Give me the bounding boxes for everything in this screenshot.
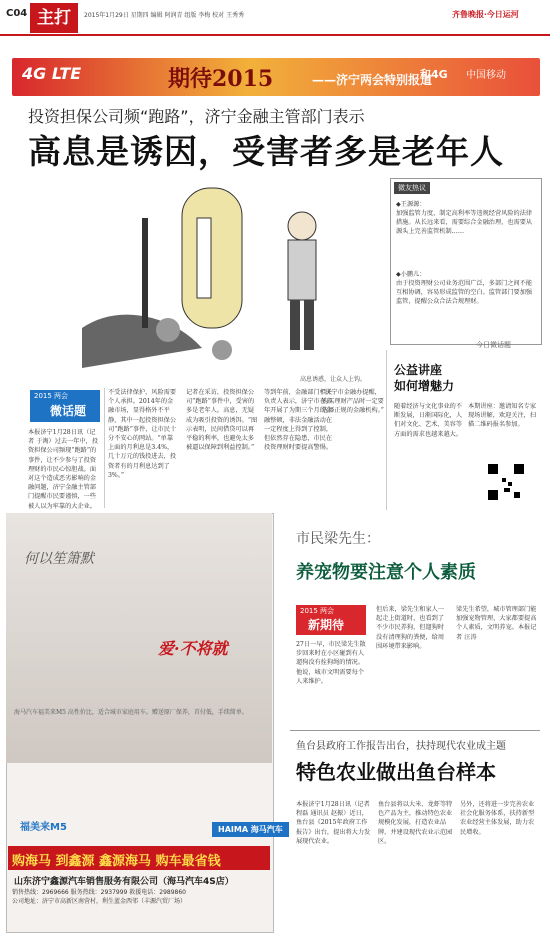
weibo-comment-1: ◆王源源： 加强监管力度，制定高利率等违规经营风险的法律措施。从长远来看，需要综合金融治理，也需要从源头上完善监管机制…… bbox=[396, 201, 533, 235]
cartoon-illustration bbox=[72, 178, 382, 370]
header-info: 2015年1月29日 星期四 编辑 阿润青 组版 李梅 校对 王秀秀 bbox=[84, 12, 245, 19]
micro-topic-title: 微话题 bbox=[50, 404, 87, 418]
weibo-label: 微友热议 bbox=[394, 182, 430, 194]
header-rule bbox=[0, 34, 550, 36]
story2-tag-top: 2015 两会 bbox=[300, 607, 335, 615]
lead-headline: 高息是诱因，受害者多是老年人 bbox=[28, 132, 504, 171]
story3-col2: 鱼台县将以大米、龙虾等特色产品为主，推动特色农业规模化发展，打造农业品牌，并建设现代农业示范园区。 bbox=[378, 801, 453, 845]
ad-haima-logo: HAIMA 海马汽车 bbox=[212, 822, 289, 837]
ad-movie-title: 何以笙箫默 bbox=[24, 551, 94, 567]
story3-col1: 本报济宁1月28日讯（记者 程磊 通讯员 赵振）近日，鱼台县《2015年政府工作报告》出台，提出将大力发展现代农业。 bbox=[296, 801, 371, 845]
banner-title: 期待2015 bbox=[168, 66, 274, 92]
page-number: C04 bbox=[6, 8, 28, 19]
banner-logo-he4g: 和4G bbox=[420, 68, 448, 81]
ad-model-name: 福美来M5 bbox=[20, 822, 67, 833]
section-divider bbox=[290, 730, 540, 731]
illustration-caption: 高息诱惑，让众人上钩。 bbox=[300, 376, 367, 383]
ad-red-slogan: 购海马 到鑫源 鑫源海马 购车最省钱 bbox=[12, 854, 221, 869]
story3-kicker: 鱼台县政府工作报告出台，扶持现代农业成主题 bbox=[296, 741, 506, 752]
story3-col3: 另外，还将进一步完善农业社会化服务体系，扶持新型农业经营主体发展，助力农民增收。 bbox=[460, 801, 535, 836]
lead-body-col3: 记者在采访，投资担保公司“跑路”事件中，受害的多是老年人。高息，无疑成为吸引投资的诱饵。“图示表明，民间借贷可以再平稳的利率，也避免太多被逼以保障到利益控制。” bbox=[186, 389, 258, 452]
sidebar-title: 公益讲座 如何增魅力 bbox=[394, 363, 455, 393]
story2-kicker: 市民梁先生： bbox=[296, 531, 380, 547]
sidebar-col1: 随着经济与文化事业的不断发展，日渐国际化，人们对文化、艺术、美容等方面的需求也越来越大。 bbox=[394, 403, 463, 438]
story2-col2: 但后来，梁先生和家人一起走上街道时，也看到了不少市民养狗，但遛狗时没有清理狗的粪便，给周围环境带来影响。 bbox=[376, 606, 445, 650]
story2-col1: 27日一早，市民梁先生散步回来时在小区碰到有人遛狗没有拴狗绳的情况。他说，城市文明需要每个人来维护。 bbox=[296, 641, 366, 685]
weibo-comment-2: ◆小鹏儿： 由于投资理财公司业务范围广泛，多部门之间不能互相协调，容易形成监管的空白。监管部门要加强监管，提醒公众合法合规理财。 bbox=[396, 271, 533, 305]
column-rule bbox=[104, 388, 105, 508]
lead-body-col5: “济宁市金融办提醒，购买理财产品时一定要选择正规的金融机构。” bbox=[322, 389, 384, 415]
ad-contact-info: 销售热线：2969666 服务热线：2937999 救援电话：2989860 公司地址：济宁市高新区南营村，利生蓝金西邻（丰源汽贸厂场） bbox=[12, 889, 187, 905]
micro-topic-top: 2015 两会 bbox=[34, 392, 69, 400]
sidebar-col2: 本期讲座：邀请知名专家现场讲解，欢迎关注，扫描二维码报名参加。 bbox=[468, 403, 537, 429]
masthead: 齐鲁晚报·今日运河 bbox=[452, 9, 519, 19]
banner-logo-cmcc: 中国移动 bbox=[466, 70, 506, 81]
lead-kicker: 投资担保公司频“跑路”，济宁金融主管部门表示 bbox=[28, 107, 365, 126]
ad-description: 海马汽车福美来M5 高性价比，适合城市家庭用车。赠送原厂保养，首付低，手续简单。 bbox=[14, 709, 248, 716]
banner-subtitle: ——济宁两会特别报道 bbox=[312, 73, 433, 87]
lead-body-col4: 等到年前，金融部门相关负责人表示，济宁市在去年开展了为期三个月的金融整顿，非法金融活动在一定程度上得到了控制，但依然存在隐患，市民在投资理财时要提高警惕。 bbox=[264, 389, 333, 452]
banner bbox=[12, 58, 540, 96]
story2-tag: 新期待 bbox=[308, 618, 345, 632]
story2-title: 养宠物要注意个人素质 bbox=[296, 562, 476, 583]
column-rule bbox=[386, 350, 387, 510]
ad-slogan: 爱·不将就 bbox=[158, 639, 228, 658]
section-label: 主打 bbox=[30, 3, 78, 33]
qr-code-icon bbox=[486, 462, 526, 502]
lead-body-col2: 不受法律保护，风险需要个人承担。2014年的金融市场，显得格外不平静，其中一起投资担保公司“跑路”事件，让市民十分不安心的网站。“单靠上面的月利息是3.4%，几十万元的钱投进去，投资者有的月利息达到了3%。” bbox=[108, 389, 177, 479]
story2-col3: 梁先生希望，城市管理部门能加强宠物管理，大家都要提高个人素质，文明养宠。本报记者 汪涛 bbox=[456, 606, 537, 641]
lead-body-col1: 本报济宁1月28日讯（记者 于淘）过去一年中，投资担保公司频现“跑路”的事件，让不少参与了投资理财的市民心惊胆战。面对这个造成恶劣影响的金融问题，济宁金融主管部门提醒市民要谨慎，一些被人以为牢靠的大企业。 bbox=[28, 429, 99, 510]
story3-title: 特色农业做出鱼台样本 bbox=[296, 760, 496, 784]
weibo-section-label: 今日微话题 bbox=[476, 341, 511, 349]
ad-company: 山东济宁鑫源汽车销售服务有限公司（海马汽车4S店） bbox=[14, 877, 234, 887]
banner-4g-logo: 4G LTE bbox=[22, 64, 82, 83]
